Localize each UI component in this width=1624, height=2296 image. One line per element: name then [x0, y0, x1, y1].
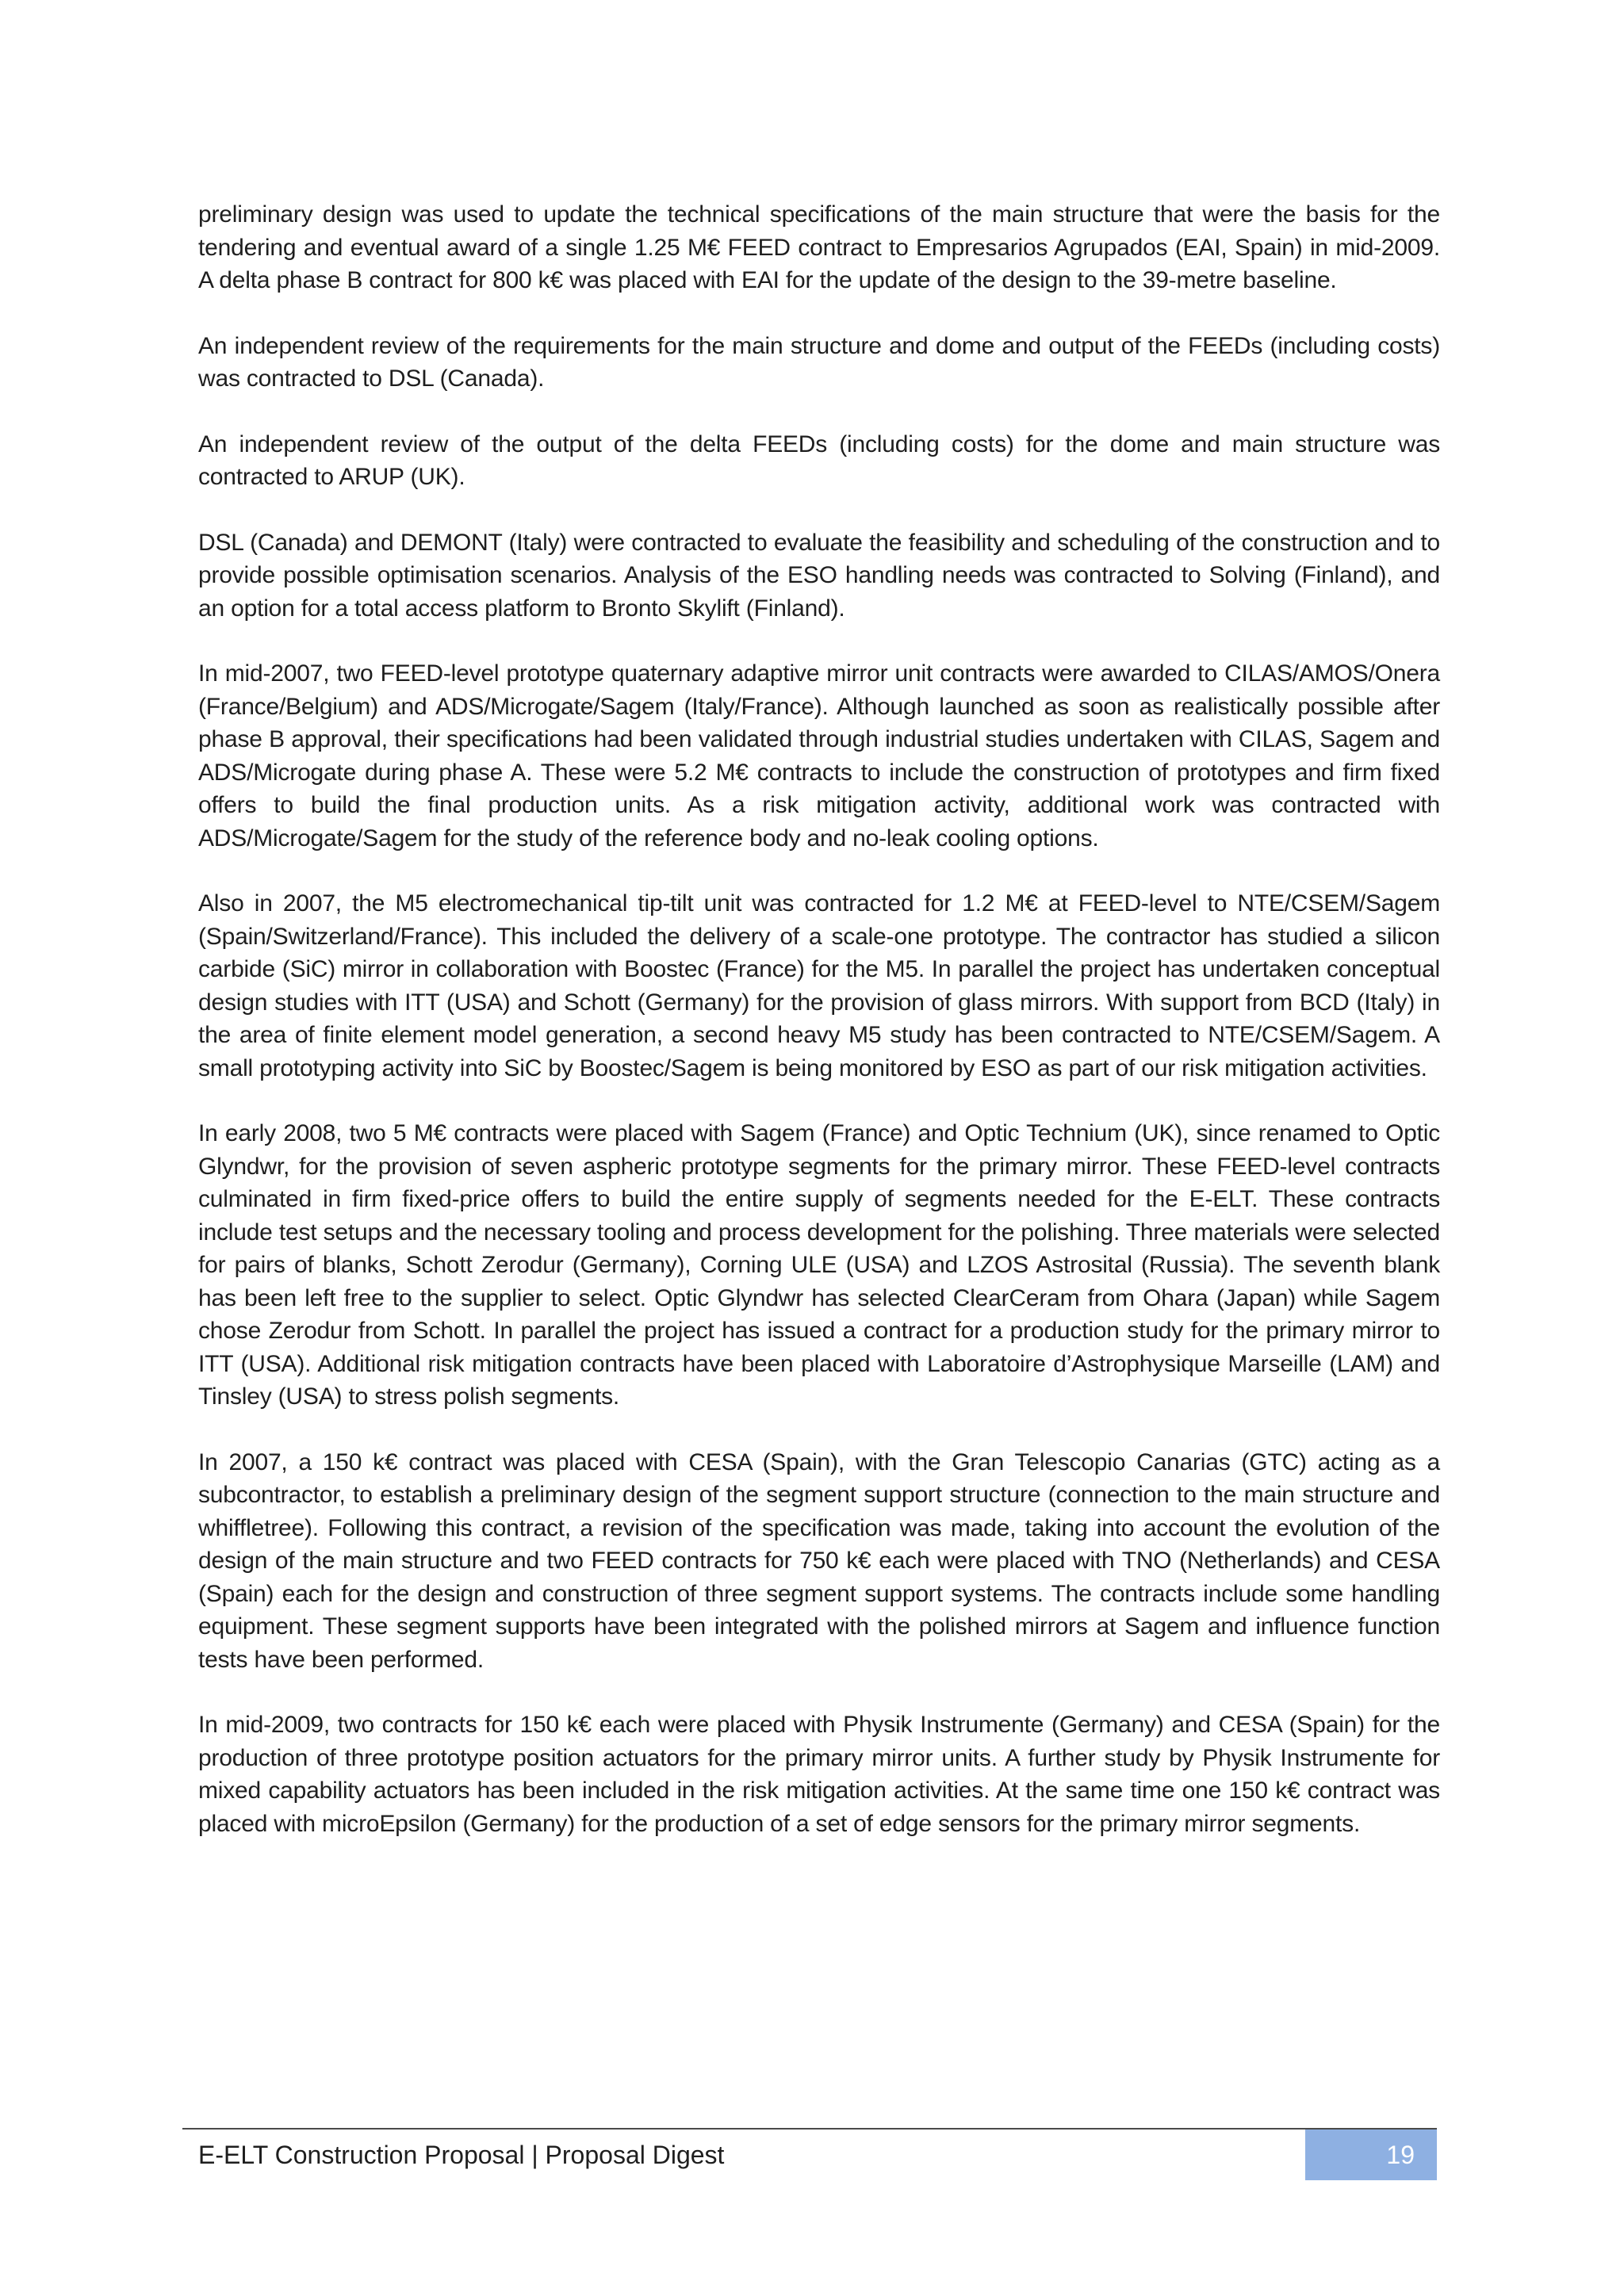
paragraph-1: preliminary design was used to update the technical specifications of the main structure that were the basis for the tendering and eventual award of a single 1.25 M€ FEED contract to Empresarios Agrupados (EAI, Spain) in mid-2009. A delta phase B contract for 800 k€ was placed with EAI for the update of the design to the 39-metre baseline.: [198, 201, 1440, 293]
paragraph-7: In early 2008, two 5 M€ contracts were placed with Sagem (France) and Optic Technium (UK), since renamed to Optic Glyndwr, for the provision of seven aspheric prototype segments for the primary mirror. These FEED-level contracts culminated in firm fixed-price offers to build the entire supply of segments needed for the E-ELT. These contracts include test setups and the necessary tooling and process development for the polishing. Three materials were selected for pairs of blanks, Schott Zerodur (Germany), Corning ULE (USA) and LZOS Astrosital (Russia). The seventh blank has been left free to the supplier to select. Optic Glyndwr has selected ClearCeram from Ohara (Japan) while Sagem chose Zerodur from Schott. In parallel the project has issued a contract for a production study for the primary mirror to ITT (USA). Additional risk mitigation contracts have been placed with Laboratoire d’Astrophysique Marseille (LAM) and Tinsley (USA) to stress polish segments.: [198, 1120, 1440, 1410]
page-number: 19: [1386, 2141, 1415, 2169]
footer-divider: [182, 2128, 1437, 2130]
paragraph-6: Also in 2007, the M5 electromechanical tip-tilt unit was contracted for 1.2 M€ at FEED-level to NTE/CSEM/Sagem (Spain/Switzerland/France). This included the delivery of a scale-one prototype. The contractor has studied a silicon carbide (SiC) mirror in collaboration with Boostec (France) for the M5. In parallel the project has undertaken conceptual design studies with ITT (USA) and Schott (Germany) for the provision of glass mirrors. With support from BCD (Italy) in the area of finite element model generation, a second heavy M5 study has been contracted to NTE/CSEM/Sagem. A small prototyping activity into SiC by Boostec/Sagem is being monitored by ESO as part of our risk mitigation activities.: [198, 890, 1440, 1081]
paragraph-2: An independent review of the requirements for the main structure and dome and output of the FEEDs (including costs) was contracted to DSL (Canada).: [198, 332, 1440, 392]
page-number-box: [1305, 2130, 1437, 2180]
paragraph-5: In mid-2007, two FEED-level prototype quaternary adaptive mirror unit contracts were awarded to CILAS/AMOS/Onera (France/Belgium) and ADS/Microgate/Sagem (Italy/France). Although launched as soon as realistically possible after phase B approval, their specifications had been validated through industrial studies undertaken with CILAS, Sagem and ADS/Microgate during phase A. These were 5.2 M€ contracts to include the construction of prototypes and firm fixed offers to build the final production units. As a risk mitigation activity, additional work was contracted with ADS/Microgate/Sagem for the study of the reference body and no-leak cooling options.: [198, 660, 1440, 851]
paragraph-8: In 2007, a 150 k€ contract was placed with CESA (Spain), with the Gran Telescopio Canarias (GTC) acting as a subcontractor, to establish a preliminary design of the segment support structure (connection to the main structure and whiffletree). Following this contract, a revision of the specification was made, taking into account the evolution of the design of the main structure and two FEED contracts for 750 k€ each were placed with TNO (Netherlands) and CESA (Spain) each for the design and construction of three segment support systems. The contracts include some handling equipment. These segment supports have been integrated with the polished mirrors at Sagem and influence function tests have been performed.: [198, 1448, 1440, 1673]
paragraph-9: In mid-2009, two contracts for 150 k€ each were placed with Physik Instrumente (Germany) and CESA (Spain) for the production of three prototype position actuators for the primary mirror units. A further study by Physik Instrumente for mixed capability actuators has been included in the risk mitigation activities. At the same time one 150 k€ contract was placed with microEpsilon (Germany) for the production of a set of edge sensors for the primary mirror segments.: [198, 1712, 1440, 1837]
footer-title: E-ELT Construction Proposal | Proposal Digest: [198, 2141, 725, 2169]
body-text: [198, 198, 1440, 1873]
paragraph-3: An independent review of the output of the delta FEEDs (including costs) for the dome and main structure was contracted to ARUP (UK).: [198, 430, 1440, 490]
paragraph-4: DSL (Canada) and DEMONT (Italy) were contracted to evaluate the feasibility and scheduling of the construction and to provide possible optimisation scenarios. Analysis of the ESO handling needs was contracted to Solving (Finland), and an option for a total access platform to Bronto Skylift (Finland).: [198, 529, 1440, 622]
